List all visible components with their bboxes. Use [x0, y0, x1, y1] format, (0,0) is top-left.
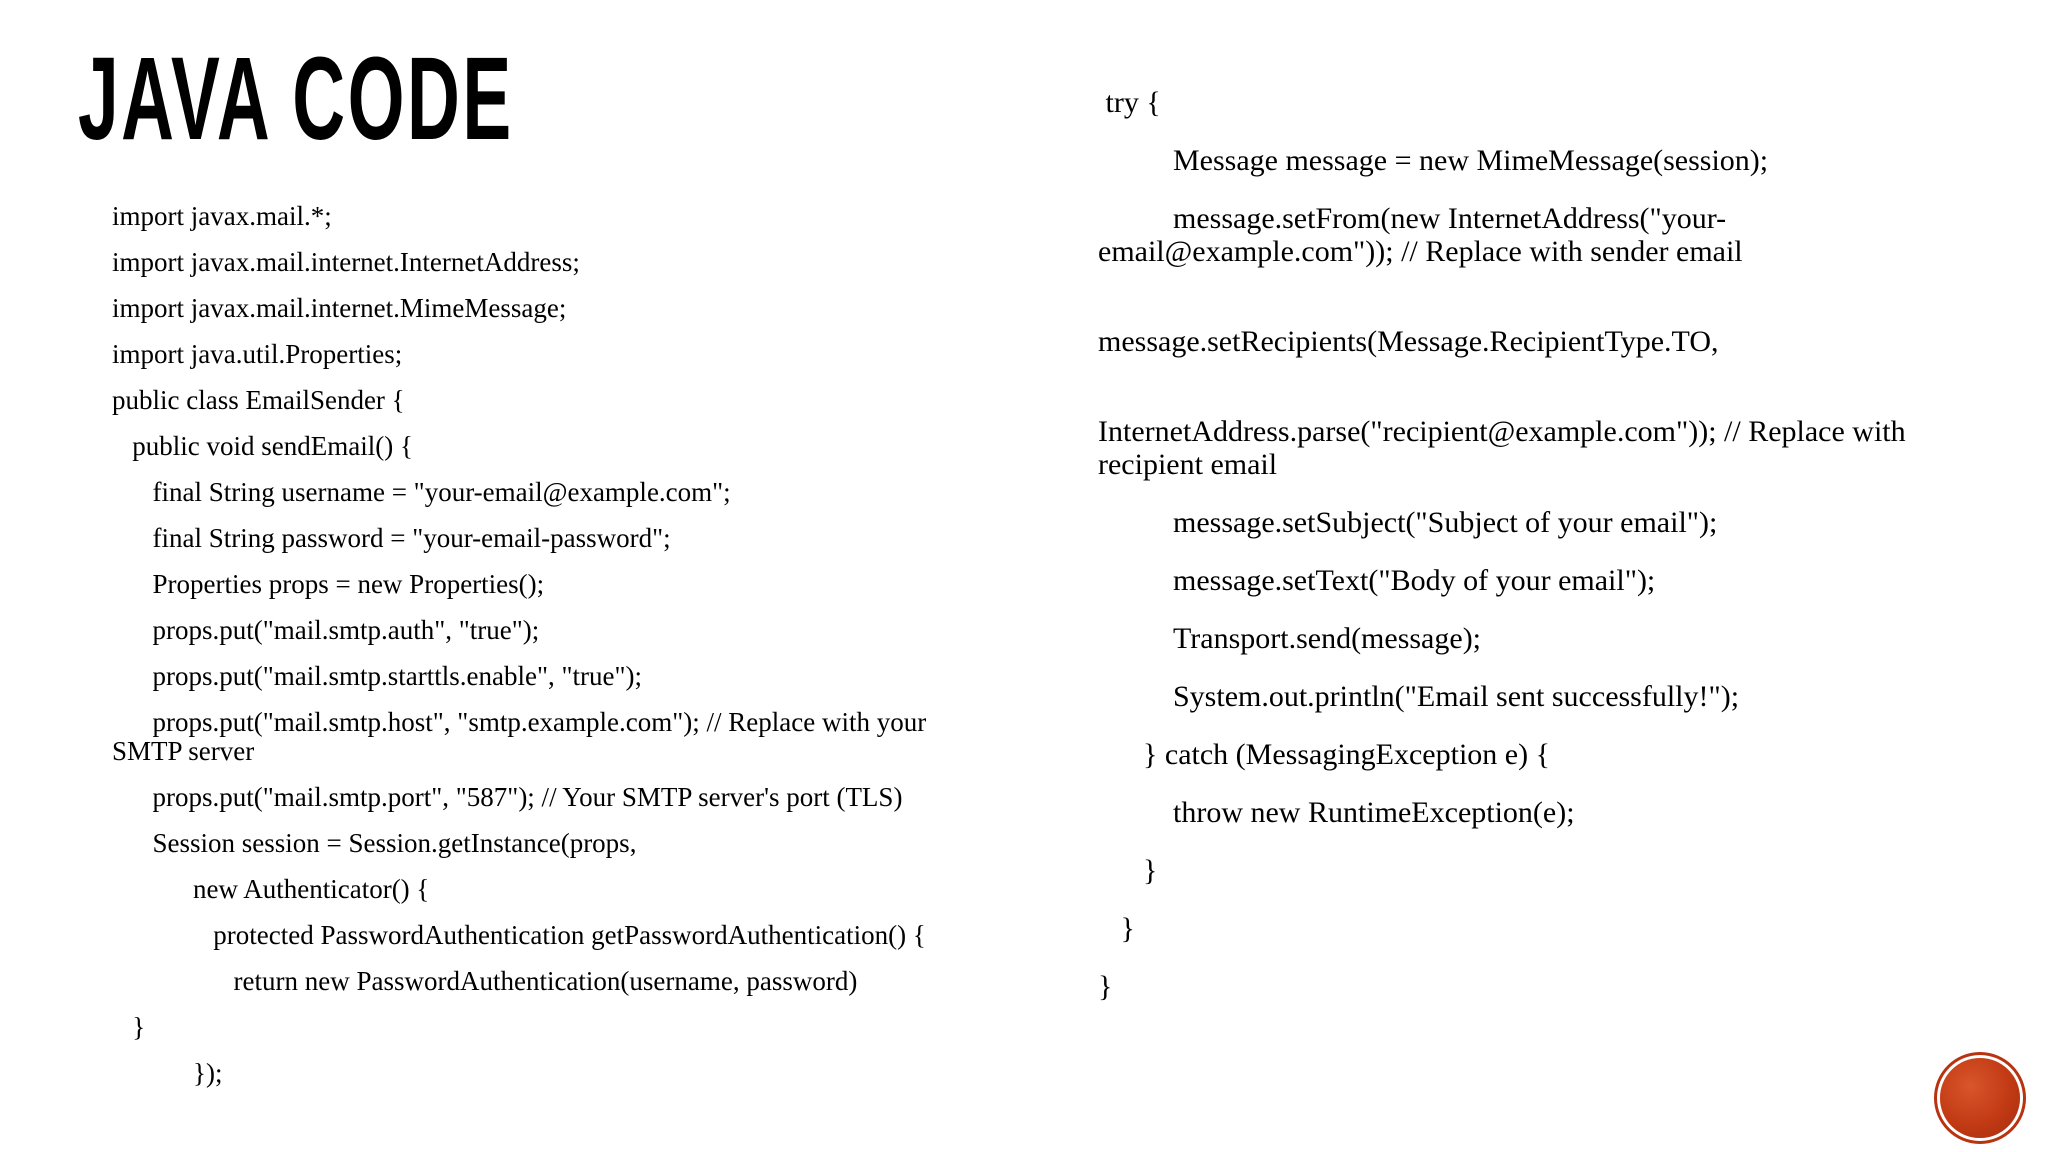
code-line: props.put("mail.smtp.host", "smtp.example.com"); // Replace with your SMTP server: [112, 707, 933, 766]
code-line: protected PasswordAuthentication getPasswordAuthentication() {: [112, 920, 926, 950]
code-line: }: [112, 1012, 146, 1042]
code-line: public class EmailSender {: [112, 385, 405, 415]
code-line: throw new RuntimeException(e);: [1098, 796, 1575, 829]
code-block-right: [1098, 86, 1918, 1028]
code-line: Transport.send(message);: [1098, 622, 1482, 655]
code-line: props.put("mail.smtp.starttls.enable", "true");: [112, 661, 642, 691]
code-line: }: [1098, 970, 1113, 1003]
code-line: message.setRecipients(Message.RecipientType.TO,: [1098, 325, 1719, 358]
code-line: System.out.println("Email sent successfully!");: [1098, 680, 1740, 713]
code-line: try {: [1098, 86, 1161, 119]
code-line: Session session = Session.getInstance(props,: [112, 828, 637, 858]
code-line: import java.util.Properties;: [112, 339, 403, 369]
code-line: import javax.mail.*;: [112, 201, 332, 231]
code-line: } catch (MessagingException e) {: [1098, 738, 1550, 771]
code-line: import javax.mail.internet.MimeMessage;: [112, 293, 567, 323]
code-line: final String username = "your-email@example.com";: [112, 477, 731, 507]
code-line: message.setSubject("Subject of your email");: [1098, 506, 1718, 539]
code-line: message.setFrom(new InternetAddress("your-email@example.com")); // Replace with sender email: [1098, 202, 1743, 268]
code-line: new Authenticator() {: [112, 874, 430, 904]
code-line: InternetAddress.parse("recipient@example.com")); // Replace with recipient email: [1098, 415, 1914, 481]
code-line: });: [112, 1058, 223, 1088]
code-line: Properties props = new Properties();: [112, 569, 545, 599]
code-line: final String password = "your-email-password";: [112, 523, 671, 553]
code-line: props.put("mail.smtp.port", "587"); // Your SMTP server's port (TLS): [112, 782, 903, 812]
slide-title: JAVA CODE: [78, 33, 514, 165]
code-line: Message message = new MimeMessage(session);: [1098, 144, 1769, 177]
code-line: public void sendEmail() {: [112, 431, 413, 461]
slide-badge-circle: [1940, 1058, 2020, 1138]
code-line: }: [1098, 854, 1158, 887]
code-block-left: [112, 202, 1002, 1105]
code-line: message.setText("Body of your email");: [1098, 564, 1656, 597]
code-line: return new PasswordAuthentication(username, password): [112, 966, 858, 996]
code-line: }: [1098, 912, 1135, 945]
code-line: import javax.mail.internet.InternetAddress;: [112, 247, 580, 277]
code-line: props.put("mail.smtp.auth", "true");: [112, 615, 540, 645]
